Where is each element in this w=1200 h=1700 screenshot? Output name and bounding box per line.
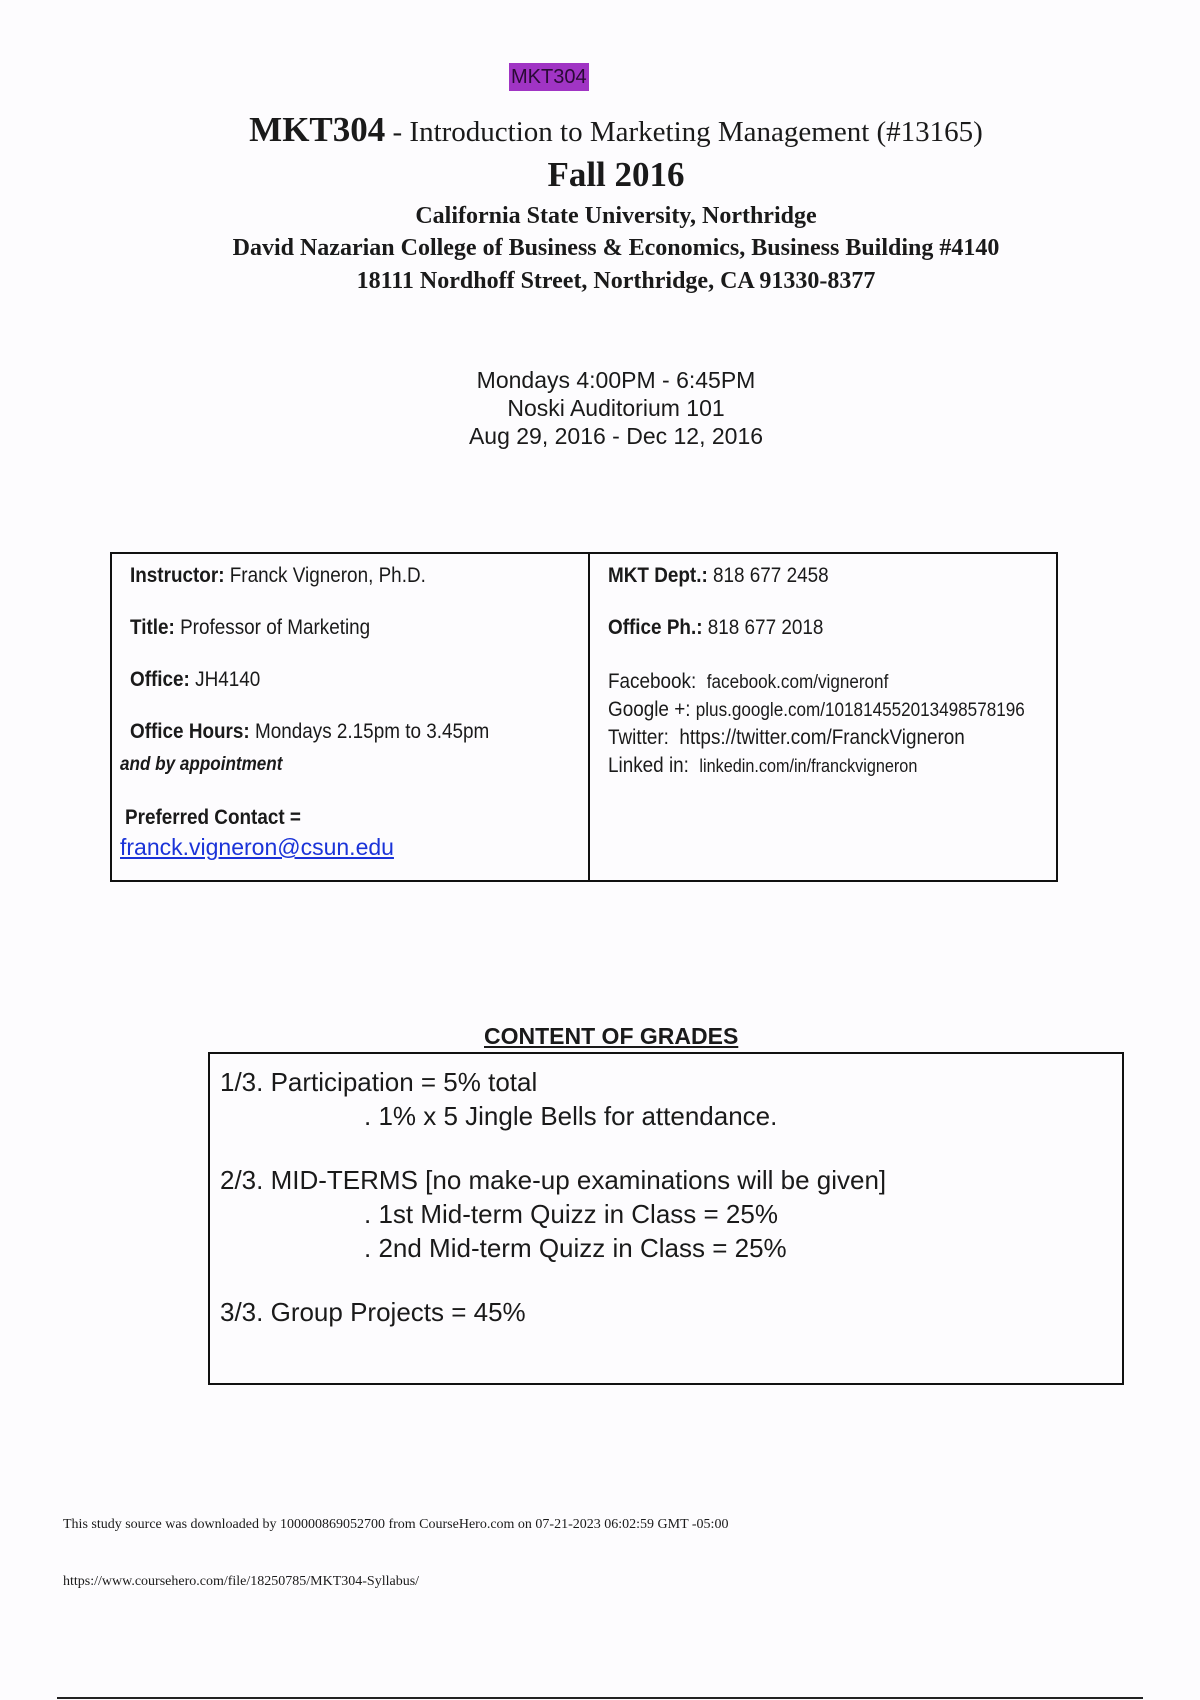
- office-hours-label: Office Hours:: [130, 720, 250, 743]
- download-note: This study source was downloaded by 100000869052700 from CourseHero.com on 07-21-2023 06:02:59 GMT -05:00: [63, 1517, 729, 1532]
- twitter-row: [608, 726, 965, 750]
- google-link[interactable]: plus.google.com/101814552013498578196: [695, 700, 1025, 721]
- office-phone-value: 818 677 2018: [702, 616, 824, 639]
- class-dates: Aug 29, 2016 - Dec 12, 2016: [468, 423, 764, 449]
- contact-table: [110, 552, 1058, 882]
- dept-row: [608, 564, 829, 588]
- facebook-row: [608, 670, 888, 694]
- instructor-label: Instructor:: [130, 564, 225, 587]
- preferred-contact-label: Preferred Contact =: [125, 806, 301, 829]
- class-time: Mondays 4:00PM - 6:45PM: [476, 367, 756, 393]
- semester: Fall 2016: [547, 155, 685, 194]
- linkedin-row: [608, 754, 917, 778]
- grade-item-group-projects: 3/3. Group Projects = 45%: [220, 1297, 526, 1327]
- course-title: - Introduction to Marketing Management (#13165): [385, 116, 983, 148]
- course-code: MKT304: [249, 110, 386, 149]
- google-label: Google +:: [608, 698, 691, 721]
- office-row: [130, 668, 260, 692]
- twitter-label: Twitter:: [608, 726, 669, 749]
- google-row: [608, 698, 1025, 722]
- title-row: [130, 616, 370, 640]
- facebook-label: Facebook:: [608, 670, 697, 693]
- facebook-link[interactable]: facebook.com/vigneronf: [706, 672, 889, 693]
- grade-subitem-midterm2: . 2nd Mid-term Quizz in Class = 25%: [364, 1233, 787, 1263]
- college-name: David Nazarian College of Business & Economics, Business Building #4140: [232, 235, 1000, 261]
- twitter-link[interactable]: https://twitter.com/FranckVigneron: [679, 726, 965, 749]
- linkedin-link[interactable]: linkedin.com/in/franckvigneron: [699, 756, 918, 776]
- grade-subitem-attendance: . 1% x 5 Jingle Bells for attendance.: [364, 1101, 778, 1131]
- instructor-value: Franck Vigneron, Ph.D.: [224, 564, 426, 587]
- grades-box: [208, 1052, 1124, 1385]
- highlighted-course-tag: MKT304: [509, 63, 589, 91]
- course-title-line: [0, 110, 1200, 150]
- university-name: California State University, Northridge: [415, 203, 817, 229]
- class-room: Noski Auditorium 101: [507, 395, 725, 421]
- office-hours-value: Mondays 2.15pm to 3.45pm: [249, 720, 490, 743]
- source-url[interactable]: https://www.coursehero.com/file/18250785/MKT304-Syllabus/: [63, 1574, 420, 1589]
- grade-item-participation: 1/3. Participation = 5% total: [220, 1067, 538, 1097]
- grade-subitem-midterm1: . 1st Mid-term Quizz in Class = 25%: [364, 1199, 778, 1229]
- office-phone-row: [608, 616, 823, 640]
- office-hours-row: [130, 720, 489, 744]
- title-label: Title:: [130, 616, 175, 639]
- office-phone-label: Office Ph.:: [608, 616, 703, 639]
- address: 18111 Nordhoff Street, Northridge, CA 91330-8377: [356, 268, 876, 294]
- dept-label: MKT Dept.:: [608, 564, 708, 587]
- dept-value: 818 677 2458: [707, 564, 829, 587]
- office-label: Office:: [130, 668, 190, 691]
- bottom-rule: [57, 1697, 1143, 1699]
- grade-item-midterms: 2/3. MID-TERMS [no make-up examinations will be given]: [220, 1165, 887, 1195]
- office-value: JH4140: [189, 668, 261, 691]
- title-value: Professor of Marketing: [174, 616, 371, 639]
- table-divider: [588, 554, 590, 880]
- grades-heading: CONTENT OF GRADES: [484, 1023, 739, 1049]
- appointment-note: and by appointment: [120, 754, 283, 775]
- email-link[interactable]: franck.vigneron@csun.edu: [120, 834, 394, 860]
- instructor-row: [130, 564, 426, 588]
- linkedin-label: Linked in:: [608, 754, 689, 777]
